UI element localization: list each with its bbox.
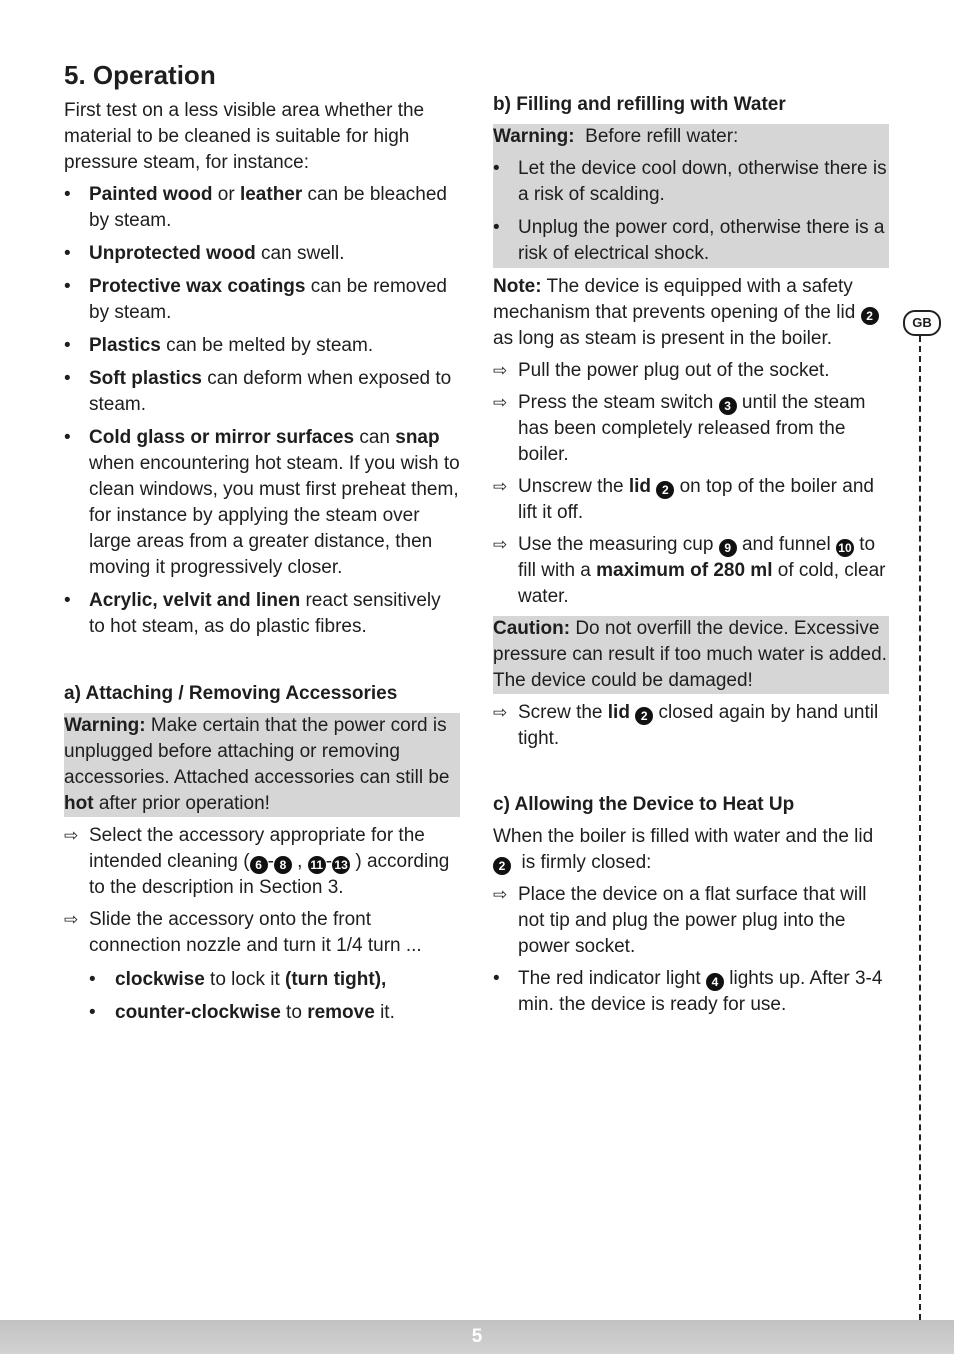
attach-steps bbox=[64, 823, 460, 1026]
section-c-heading: c) Allowing the Device to Heat Up bbox=[493, 794, 795, 815]
list-item: • Painted wood or leather can be bleached by steam. bbox=[64, 182, 460, 234]
arrow-icon: ⇨ bbox=[493, 393, 508, 412]
list-item: • Acrylic, velvit and linen react sensitively to hot steam, as do plastic fibres. bbox=[64, 588, 460, 640]
turn-direction-list bbox=[89, 967, 460, 1026]
list-item: • Plastics can be melted by steam. bbox=[64, 333, 460, 359]
arrow-icon: ⇨ bbox=[64, 826, 79, 845]
part-number-badge: 2 bbox=[635, 707, 653, 725]
step-item: ⇨ Slide the accessory onto the front connection nozzle and turn it 1/4 turn ... • clockwise to lock it (turn tight), • counter-clockwise to remove it. bbox=[64, 907, 460, 1026]
list-item: • counter-clockwise to remove it. bbox=[89, 1000, 460, 1026]
part-number-badge: 8 bbox=[274, 856, 292, 874]
list-item: • Unprotected wood can swell. bbox=[64, 241, 460, 267]
heat-bullets bbox=[493, 966, 889, 1018]
warning-label: Warning: bbox=[64, 715, 146, 736]
heat-steps bbox=[493, 882, 889, 960]
note-paragraph: Note: The device is equipped with a safety mechanism that prevents opening of the lid 2 as long as steam is present in the boiler. bbox=[493, 274, 889, 352]
list-item: • clockwise to lock it (turn tight), bbox=[89, 967, 460, 993]
part-number-badge: 10 bbox=[836, 539, 854, 557]
material-list bbox=[64, 182, 460, 640]
list-item: • Protective wax coatings can be removed by steam. bbox=[64, 274, 460, 326]
cut-line-divider bbox=[919, 336, 921, 1320]
part-number-badge: 11 bbox=[308, 856, 326, 874]
part-number-badge: 2 bbox=[656, 481, 674, 499]
warning-box: Warning: Make certain that the power cord is unplugged before attaching or removing accessories. Attached accessories can still be hot after prior operation! bbox=[64, 713, 460, 817]
list-item: • Let the device cool down, otherwise there is a risk of scalding. bbox=[493, 156, 889, 208]
arrow-icon: ⇨ bbox=[493, 885, 508, 904]
arrow-icon: ⇨ bbox=[493, 703, 508, 722]
page-footer bbox=[0, 1320, 954, 1354]
refill-steps bbox=[493, 358, 889, 610]
step-item: ⇨ Pull the power plug out of the socket. bbox=[493, 358, 889, 384]
step-item: ⇨ Screw the lid 2 closed again by hand until tight. bbox=[493, 702, 879, 749]
warning-label: Warning: bbox=[493, 126, 575, 147]
arrow-icon: ⇨ bbox=[493, 361, 508, 380]
list-item: • Soft plastics can deform when exposed to steam. bbox=[64, 366, 460, 418]
part-number-badge: 6 bbox=[250, 856, 268, 874]
part-number-badge: 2 bbox=[493, 857, 511, 875]
heat-intro: When the boiler is filled with water and the lid 2 is firmly closed: bbox=[493, 826, 874, 873]
part-number-badge: 2 bbox=[861, 307, 879, 325]
right-column bbox=[493, 92, 889, 1025]
caution-box: Caution: Do not overfill the device. Excessive pressure can result if too much water is added. The device could be damaged! bbox=[493, 616, 889, 694]
section-a-heading: a) Attaching / Removing Accessories bbox=[64, 683, 398, 704]
list-item: • The red indicator light 4 lights up. After 3-4 min. the device is ready for use. bbox=[493, 966, 889, 1018]
part-number-badge: 9 bbox=[719, 539, 737, 557]
step-item: ⇨ Place the device on a flat surface that will not tip and plug the power plug into the power socket. bbox=[493, 884, 867, 957]
caution-label: Caution: bbox=[493, 618, 571, 639]
part-number-badge: 3 bbox=[719, 397, 737, 415]
step-item: ⇨ Unscrew the lid 2 on top of the boiler and lift it off. bbox=[493, 476, 874, 523]
part-number-badge: 4 bbox=[706, 973, 724, 991]
intro-paragraph: First test on a less visible area whether the material to be cleaned is suitable for high pressure steam, for instance: bbox=[64, 100, 425, 173]
arrow-icon: ⇨ bbox=[493, 535, 508, 554]
page-title: 5. Operation bbox=[64, 60, 216, 90]
part-number-badge: 13 bbox=[332, 856, 350, 874]
refill-steps-end bbox=[493, 700, 889, 752]
step-item: ⇨ Use the measuring cup 9 and funnel 10 to fill with a maximum of 280 ml of cold, clear water. bbox=[493, 534, 886, 607]
list-item: • Unplug the power cord, otherwise there is a risk of electrical shock. bbox=[493, 215, 889, 267]
step-item: ⇨ Select the accessory appropriate for the intended cleaning ( 6 - 8 , 11 - 13 ) according to the description in Section 3. bbox=[64, 825, 450, 898]
list-item: • Cold glass or mirror surfaces can snap when encountering hot steam. If you wish to clean windows, you must first preheat them, for instance by applying the steam over large areas from a greater distance, then moving it progressively closer. bbox=[64, 425, 460, 581]
warning-box: Warning: Before refill water: • Let the device cool down, otherwise there is a risk of scalding. • Unplug the power cord, otherwise there is a risk of electrical shock. bbox=[493, 124, 889, 268]
left-column bbox=[64, 58, 460, 1033]
step-item: ⇨ Press the steam switch 3 until the steam has been completely released from the boiler. bbox=[493, 392, 866, 465]
arrow-icon: ⇨ bbox=[493, 477, 508, 496]
page-number: 5 bbox=[471, 1326, 483, 1347]
language-tab-badge: GB bbox=[903, 310, 941, 336]
section-b-heading: b) Filling and refilling with Water bbox=[493, 94, 786, 115]
arrow-icon: ⇨ bbox=[64, 910, 79, 929]
